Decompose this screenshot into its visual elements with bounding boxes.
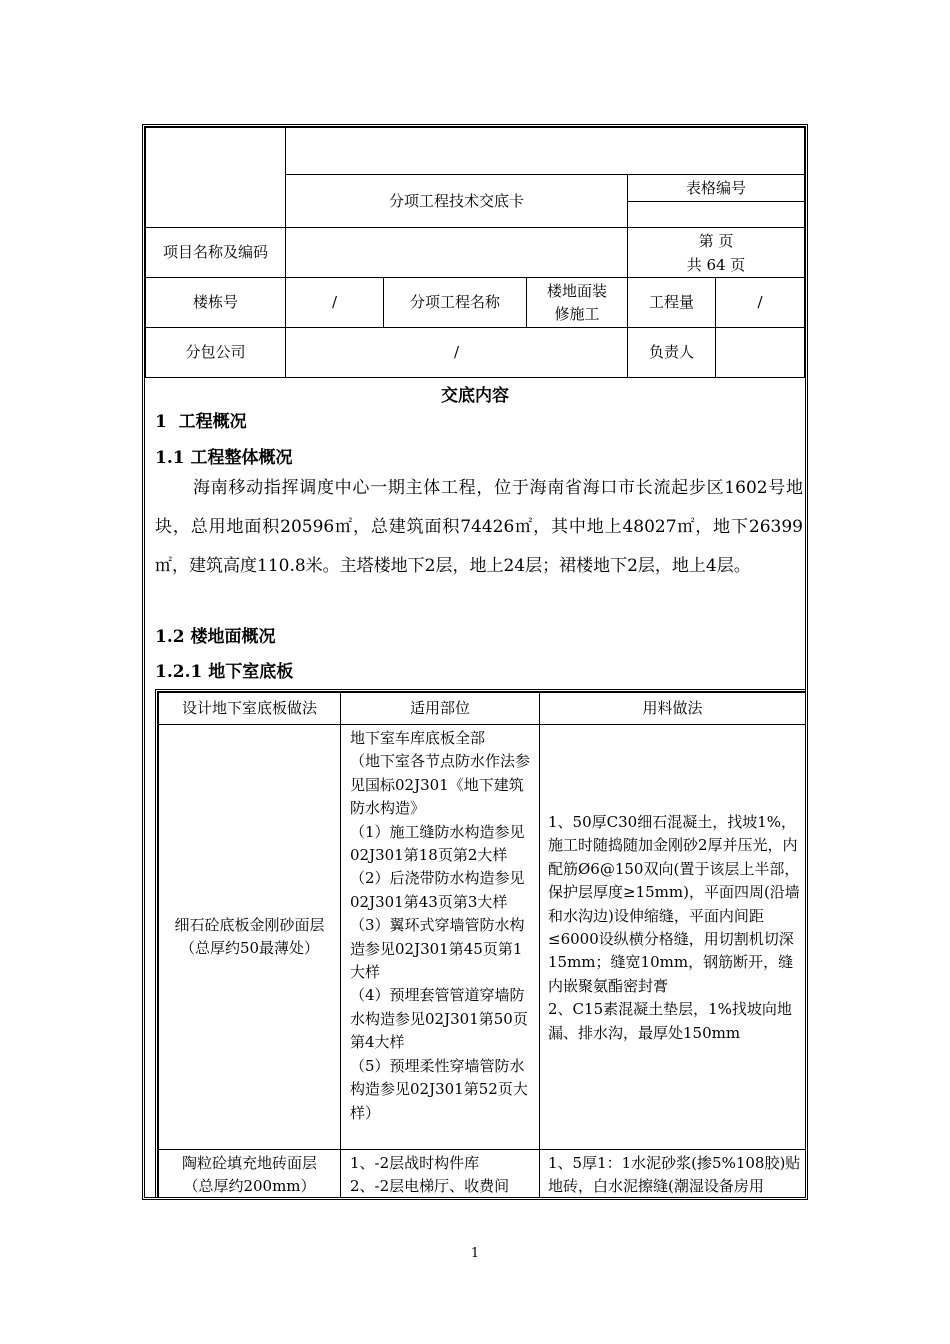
logo-cell (145, 127, 286, 228)
subcontractor-label: 分包公司 (145, 327, 286, 378)
row1-location: 地下室车库底板全部 （地下室各节点防水作法参见国标02J301《地下建筑防水构造》 （1）施工缝防水构造参见02J301第18页第2大样 （2）后浇带防水构造参见02J301第43页第3大样 （3）翼环式穿墙管防水构造参见02J301第45页第1大样 （4）预埋套管管道穿墙防水构造参见02J301第50页第4大样 （5）预埋柔性穿墙管防水构造参见02J301第52页大样） (340, 724, 540, 1150)
subcontractor-value: / (285, 327, 628, 378)
quantity-value: / (715, 277, 805, 328)
row1-material: 1、50厚C30细石混凝土，找坡1%，施工时随捣随加金刚砂2厚并压光，内配筋Ø6@150双向(置于该层上半部，保护层厚度≥15mm)，平面四周(沿墙和水沟边)设伸缩缝，平面内间距≤6000设纵横分格缝，用切割机切深15mm；缝宽10mm，钢筋断开，缝内嵌聚氨酯密封膏 2、C15素混凝土垫层，1%找坡向地漏、排水沟，最厚处150mm (539, 724, 806, 1150)
col-header-method: 设计地下室底板做法 (158, 692, 341, 725)
technical-disclosure-card (142, 124, 808, 1200)
project-label: 项目名称及编码 (145, 227, 286, 278)
heading-1: 1 工程概况 (155, 412, 247, 432)
col-header-location: 适用部位 (340, 692, 540, 725)
heading-1-2-1: 1.2.1 地下室底板 (155, 662, 294, 682)
page-label: 第 页 (698, 231, 734, 250)
page-number: 1 (470, 1246, 480, 1261)
form-no-value (627, 201, 805, 228)
basement-slab-table (155, 689, 808, 1200)
content-title: 交底内容 (441, 386, 509, 406)
project-value (285, 227, 628, 278)
heading-1-2: 1.2 楼地面概况 (155, 627, 276, 647)
subitem-value: 楼地面装修施工 (526, 277, 628, 328)
heading-1-1: 1.1 工程整体概况 (155, 448, 293, 468)
total-pages: 共 64 页 (686, 255, 746, 274)
page-info (627, 227, 805, 278)
col-header-material: 用料做法 (539, 692, 806, 725)
overview-paragraph: 海南移动指挥调度中心一期主体工程，位于海南省海口市长流起步区1602号地块，总用地面积20596㎡，总建筑面积74426㎡，其中地上48027㎡，地下26399㎡，建筑高度110.8米。主塔楼地下2层，地上24层；裙楼地下2层，地上4层。 (155, 478, 803, 576)
row2-method: 陶粒砼填充地砖面层（总厚约200mm） (158, 1149, 341, 1200)
row2-location: 1、-2层战时构件库 2、-2层电梯厅、收费间 (340, 1149, 540, 1200)
responsible-label: 负责人 (627, 327, 716, 378)
card-title: 分项工程技术交底卡 (285, 174, 628, 228)
top-blank-cell (285, 127, 805, 175)
row1-method: 细石砼底板金刚砂面层（总厚约50最薄处） (158, 724, 341, 1150)
quantity-label: 工程量 (627, 277, 716, 328)
row2-material: 1、5厚1：1水泥砂浆(掺5%108胶)贴地砖，白水泥擦缝(潮湿设备房用 (539, 1149, 806, 1200)
subitem-label: 分项工程名称 (383, 277, 527, 328)
form-no-label: 表格编号 (627, 174, 805, 202)
building-value: / (285, 277, 384, 328)
responsible-value (715, 327, 805, 378)
building-label: 楼栋号 (145, 277, 286, 328)
